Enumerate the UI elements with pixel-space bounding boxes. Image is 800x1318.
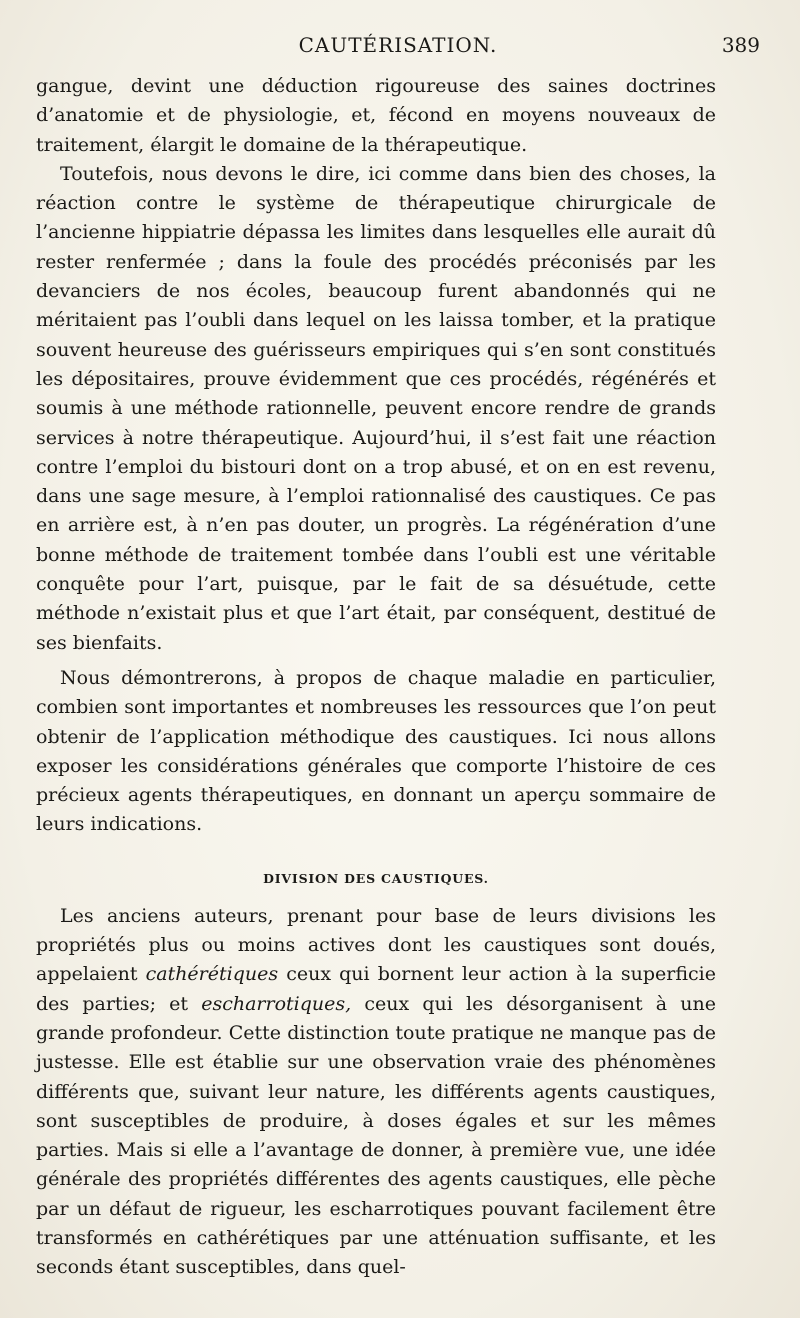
text-segment: ceux qui bornent leur action à la superficie des parties; et: [36, 963, 716, 1015]
body-text: [36, 72, 716, 1283]
running-title: CAUTÉRISATION.: [298, 33, 498, 57]
page-number: 389: [721, 33, 760, 57]
paragraph-nous-demontrerons: Nous démontrerons, à propos de chaque maladie en particulier, combien sont importantes et nombreuses les ressources que l’on peut obtenir de l’application méthodique des caustiques. Ici nous allons exposer les considérations générales que comporte l’histoire de ces précieux agents thérapeutiques, en donnant un aperçu sommaire de leurs indications.: [36, 666, 716, 836]
text-segment: ceux qui les désorganisent à une grande profondeur. Cette distinction toute pratique ne manque pas de justesse. Elle est établie sur une observation vraie des phénomènes différents que, suivant leur nature, les différents agents caustiques, sont susceptibles de produire, à doses égales et sur les mêmes parties. Mais si elle a l’avantage de donner, à première vue, une idée générale des propriétés différentes des agents caustiques, elle pèche par un défaut de rigueur, les escharrotiques pouvant facilement être transformés en cathérétiques par une atténuation suffisante, et les seconds étant susceptibles, dans quel-: [36, 992, 716, 1279]
italic-term-escharrotiques: escharrotiques,: [201, 992, 352, 1015]
running-head: [36, 30, 760, 60]
text-segment: Les anciens auteurs, prenant pour base de leurs divisions les propriétés plus ou moins actives dont les caustiques sont doués, appelaient: [36, 904, 716, 986]
paragraph-toutefois: Toutefois, nous devons le dire, ici comme dans bien des choses, la réaction contre le système de thérapeutique chirurgicale de l’ancienne hippiatrie dépassa les limites dans lesquelles elle aurait dû rester renfermée ; dans la foule des procédés préconisés par les devanciers de nos écoles, beaucoup furent abandonnés qui ne méritaient pas l’oubli dans lequel on les laissa tomber, et la pratique souvent heureuse des guérisseurs empiriques qui s’en sont constitués les dépositaires, prouve évidemment que ces procédés, régénérés et soumis à une méthode rationnelle, peuvent encore rendre de grands services à notre thérapeutique. Aujourd’hui, il s’est fait une réaction contre l’emploi du bistouri dont on a trop abusé, et on en est revenu, dans une sage mesure, à l’emploi rationnalisé des caustiques. Ce pas en arrière est, à n’en pas douter, un progrès. La régénération d’une bonne méthode de traitement tombée dans l’oubli est une véritable conquête pour l’art, puisque, par le fait de sa désuétude, cette méthode n’existait plus et que l’art était, par conséquent, destitué de ses bienfaits.: [36, 162, 716, 654]
italic-term-catheretiques: cathérétiques: [145, 963, 279, 986]
paragraph-continuation: gangue, devint une déduction rigoureuse des saines doctrines d’anatomie et de physiologie, et, fécond en moyens nouveaux de traitement, élargit le domaine de la thérapeutique.: [36, 75, 716, 156]
section-heading: DIVISION DES CAUSTIQUES.: [263, 870, 489, 886]
paragraph-anciens-auteurs: [36, 902, 716, 1283]
